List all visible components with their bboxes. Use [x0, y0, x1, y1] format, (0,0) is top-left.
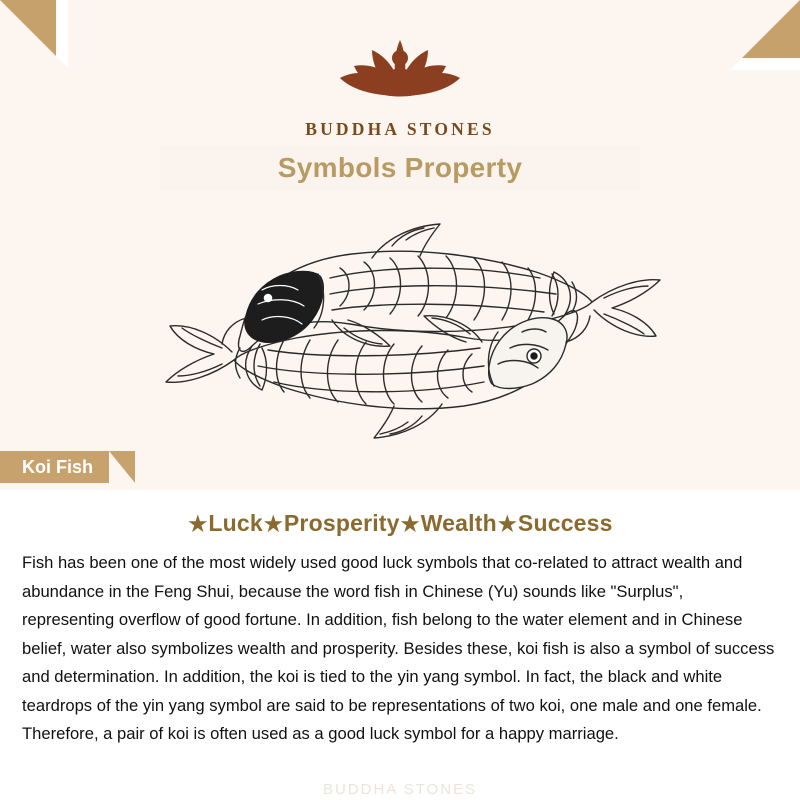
watermark-text: BUDDHA STONES [322, 781, 478, 798]
description-panel [0, 490, 800, 800]
lotus-meditation-icon [0, 18, 800, 115]
page-title: Symbols Property [277, 152, 523, 183]
brand-header [0, 18, 800, 140]
star-icon-1: ★ [188, 513, 208, 536]
two-koi-fish-yin-yang-illustration [0, 198, 800, 450]
star-icon-2: ★ [263, 513, 283, 536]
title-banner [160, 146, 640, 190]
tagline-word-wealth: Wealth [420, 510, 497, 536]
label-ribbon-text: Koi Fish [22, 456, 93, 477]
tagline [0, 510, 800, 537]
koi-fish-label-ribbon [0, 451, 135, 483]
label-ribbon-tail [109, 451, 135, 483]
star-icon-3: ★ [400, 513, 420, 536]
tagline-word-luck: Luck [208, 510, 263, 536]
star-icon-4: ★ [497, 513, 517, 536]
label-ribbon-body [0, 451, 109, 483]
brand-name: BUDDHA STONES [305, 119, 495, 139]
tagline-word-prosperity: Prosperity [283, 510, 400, 536]
description-paragraph: Fish has been one of the most widely used good luck symbols that co-related to attract wealth and abundance in the Feng Shui, because the word fish in Chinese (Yu) sounds like "Surplus", representing overflow of good fortune. In addition, fish belong to the water element and in Chinese belief, water also symbolizes wealth and prosperity. Besides these, koi fish is also a symbol of success and determination. In addition, the koi is tied to the yin yang symbol. In fact, the black and white teardrops of the yin yang symbol are said to be representations of two koi, one male and one female. Therefore, a pair of koi is often used as a good luck symbol for a happy marriage. [22, 553, 775, 743]
tagline-word-success: Success [517, 510, 613, 536]
